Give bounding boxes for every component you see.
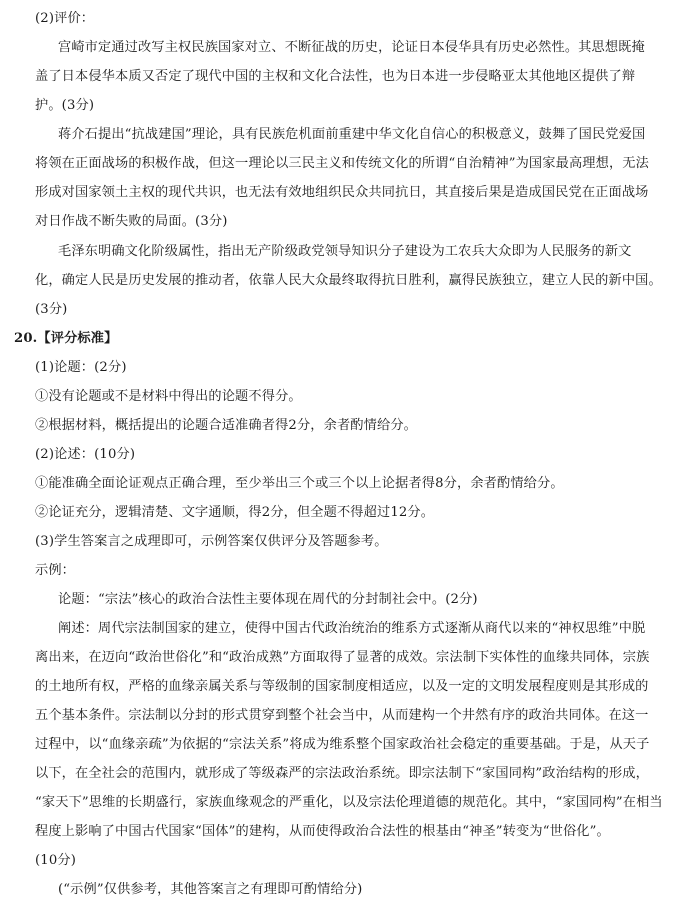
- chiang-line-3: 形成对国家领土主权的现代共识，也无法有效地组织民众共同抗日，其直接后果是造成国民党在正面战场: [35, 185, 649, 200]
- elaboration-line-6: 以下，在全社会的范围内，就形成了等级森严的宗法政治系统。即宗法制下“家国同构”政治结构的形成，: [35, 766, 649, 781]
- miyazaki-line-1: 宫崎市定通过改写主权民族国家对立、不断征战的历史，论证日本侵华具有历史必然性。其思想既掩: [58, 40, 645, 55]
- criterion-3: (3)学生答案言之成理即可，示例答案仅供评分及答题参考。: [35, 534, 388, 549]
- elaboration-line-2: 离出来，在迈向“政治世俗化”和“政治成熟”方面取得了显著的成效。宗法制下实体性的血缘共同体，宗族: [35, 650, 650, 665]
- criterion-1-a: ①没有论题或不是材料中得出的论题不得分。: [35, 389, 302, 404]
- criterion-1-b: ②根据材料，概括提出的论题合适准确者得2分，余者酌情给分。: [35, 418, 417, 433]
- elaboration-line-3: 的土地所有权，严格的血缘亲属关系与等级制的国家制度相适应，以及一定的文明发展程度则是其形成的: [35, 679, 649, 694]
- elaboration-line-8: 程度上影响了中国古代国家“国体”的建构，从而使得政治合法性的根基由“神圣”转变为“世俗化”。: [35, 824, 610, 839]
- elaboration-line-9: (10分): [35, 853, 77, 868]
- example-thesis: 论题：“宗法”核心的政治合法性主要体现在周代的分封制社会中。(2分): [58, 592, 478, 607]
- chiang-line-2: 将领在正面战场的积极作战，但这一理论以三民主义和传统文化的所谓“自治精神”为国家最高理想，无法: [35, 156, 649, 171]
- question-20-title: 20.【评分标准】: [14, 331, 118, 346]
- mao-line-2: 化，确定人民是历史发展的推动者，依靠人民大众最终取得抗日胜利，赢得民族独立，建立人民的新中国。: [35, 273, 662, 288]
- elaboration-line-5: 过程中，以“血缘亲疏”为依据的“宗法关系”将成为维系整个国家政治社会稳定的重要基础。于是，从天子: [35, 737, 650, 752]
- example-label: 示例：: [35, 563, 76, 578]
- miyazaki-line-2: 盖了日本侵华本质又否定了现代中国的主权和文化合法性，也为日本进一步侵略亚太其他地区提供了辩: [35, 69, 636, 84]
- example-note: (“示例”仅供参考，其他答案言之有理即可酌情给分): [58, 882, 363, 897]
- miyazaki-line-3: 护。(3分): [35, 98, 95, 113]
- criterion-2-heading: (2)论述：(10分): [35, 447, 136, 462]
- elaboration-line-1: 阐述：周代宗法制国家的建立，使得中国古代政治统治的维系方式逐渐从商代以来的“神权思维”中脱: [58, 621, 646, 636]
- mao-line-3: (3分): [35, 302, 68, 317]
- elaboration-line-7: “家天下”思维的长期盛行，家族血缘观念的严重化，以及宗法伦理道德的规范化。其中，“家国同构”在相当: [35, 795, 663, 810]
- criterion-1-heading: (1)论题：(2分): [35, 360, 127, 375]
- elaboration-line-4: 五个基本条件。宗法制以分封的形式贯穿到整个社会当中，从而建构一个井然有序的政治共同体。在这一: [35, 708, 649, 723]
- section-label-evaluation: (2)评价：: [35, 11, 95, 26]
- mao-line-1: 毛泽东明确文化阶级属性，指出无产阶级政党领导知识分子建设为工农兵大众即为人民服务的新文: [58, 244, 632, 259]
- chiang-line-4: 对日作战不断失败的局面。(3分): [35, 214, 228, 229]
- criterion-2-a: ①能准确全面论证观点正确合理，至少举出三个或三个以上论据者得8分，余者酌情给分。: [35, 476, 564, 491]
- criterion-2-b: ②论证充分，逻辑清楚、文字通顺，得2分，但全题不得超过12分。: [35, 505, 435, 520]
- chiang-line-1: 蒋介石提出“抗战建国”理论，具有民族危机面前重建中华文化自信心的积极意义，鼓舞了国民党爱国: [58, 127, 646, 142]
